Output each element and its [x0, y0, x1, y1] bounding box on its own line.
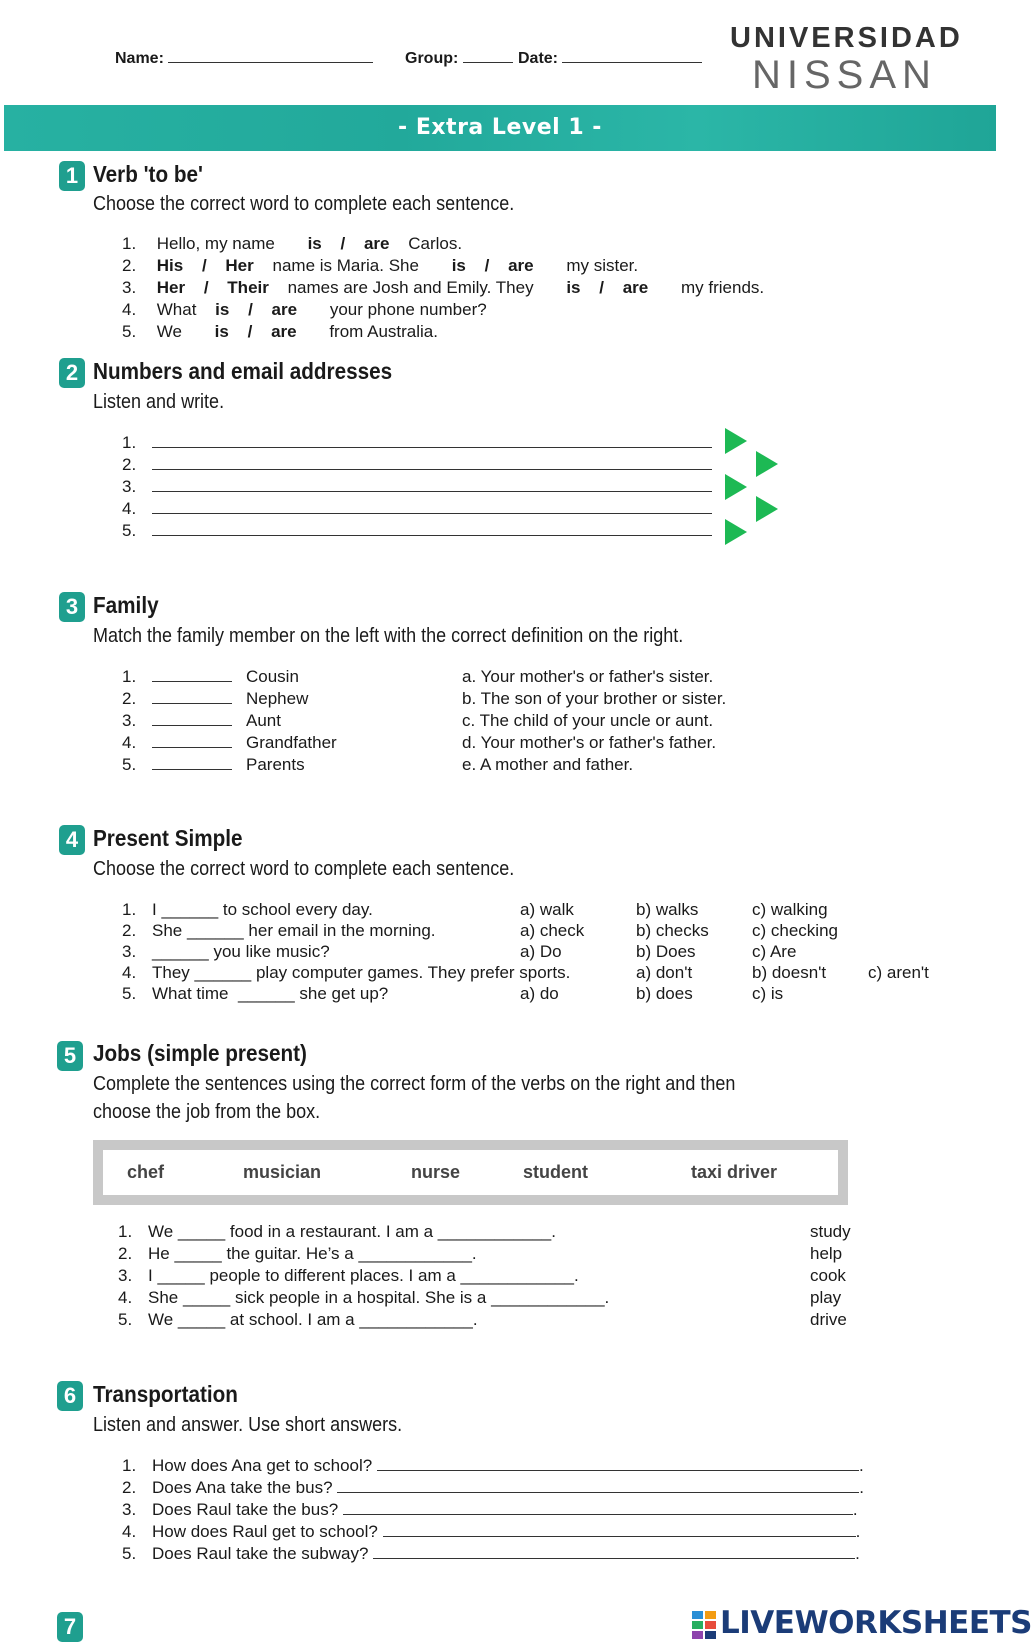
option-their[interactable]: Their: [227, 278, 269, 297]
option-b[interactable]: b) Does: [636, 942, 696, 961]
group-field: [405, 50, 513, 68]
s6-item-4: 4. How does Raul get to school? .: [122, 1522, 861, 1541]
s3-left-3: 3. Aunt: [122, 711, 281, 730]
s4-item-2: 2. She ______ her email in the morning.: [122, 921, 436, 940]
section-3-title: Family: [93, 592, 159, 618]
s5-item-1: 1. We _____ food in a restaurant. I am a ____________.: [118, 1222, 556, 1241]
name-field: [115, 50, 373, 68]
job-word: musician: [243, 1162, 322, 1182]
liveworksheets-mark-icon: [692, 1611, 718, 1639]
liveworksheets-logo: [692, 1605, 1032, 1642]
group-label: Group:: [405, 50, 459, 67]
answer-line[interactable]: [152, 513, 712, 514]
s6-item-2: 2. Does Ana take the bus? .: [122, 1478, 864, 1497]
section-5-instruction-line-1: Complete the sentences using the correct form of the verbs on the right and then: [93, 1073, 736, 1095]
s1-item-2: 2. His / Her name is Maria. She is / are my sister.: [122, 256, 639, 275]
option-are[interactable]: are: [271, 322, 297, 341]
s3-definition-b: b. The son of your brother or sister.: [462, 689, 727, 708]
s3-left-4: 4. Grandfather: [122, 733, 337, 752]
job-word: nurse: [411, 1162, 461, 1182]
verb-play: play: [810, 1288, 842, 1307]
s3-definition-e: e. A mother and father.: [462, 755, 634, 774]
group-blank[interactable]: [463, 62, 513, 63]
answer-line[interactable]: [373, 1558, 855, 1559]
s6-item-3: 3. Does Raul take the bus? .: [122, 1500, 858, 1519]
s4-item-5: 5. What time ______ she get up?: [122, 984, 389, 1003]
answer-line[interactable]: [152, 447, 712, 448]
option-b[interactable]: b) walks: [636, 900, 699, 919]
s3-left-1: 1. Cousin: [122, 667, 299, 686]
s1-item-4: 4. What is / are your phone number?: [122, 300, 487, 319]
date-blank[interactable]: [562, 62, 702, 63]
verb-cook: cook: [810, 1266, 846, 1285]
s5-item-4: 4. She _____ sick people in a hospital. She is a ____________.: [118, 1288, 610, 1307]
name-blank[interactable]: [168, 62, 373, 63]
match-blank[interactable]: [152, 725, 232, 726]
option-is[interactable]: is: [215, 300, 230, 319]
play-audio-icon[interactable]: [756, 451, 778, 477]
level-banner: [4, 105, 996, 151]
option-c[interactable]: c) is: [752, 984, 784, 1003]
date-field: [518, 50, 702, 68]
s2-item-4: 4.: [122, 499, 712, 519]
section-7-number: 7: [57, 1612, 83, 1642]
s2-item-1: 1.: [122, 433, 712, 453]
s5-item-5: 5. We _____ at school. I am a ____________.: [118, 1310, 478, 1329]
s6-item-5: 5. Does Raul take the subway? .: [122, 1544, 860, 1563]
s6-item-1: 1. How does Ana get to school? .: [122, 1456, 864, 1475]
option-b[interactable]: b) checks: [636, 921, 709, 940]
section-5-title: Jobs (simple present): [93, 1040, 307, 1066]
section-2-number: 2: [59, 358, 85, 388]
s2-item-3: 3.: [122, 477, 712, 497]
section-4-instruction: Choose the correct word to complete each sentence.: [93, 858, 515, 880]
option-are[interactable]: are: [508, 256, 534, 275]
play-audio-icon[interactable]: [756, 496, 778, 522]
logo-top-text: UNIVERSIDAD: [730, 22, 963, 54]
option-a[interactable]: a) Do: [520, 942, 562, 961]
option-c[interactable]: c) checking: [752, 921, 838, 940]
name-label: Name:: [115, 50, 164, 67]
section-3-number: 3: [59, 592, 85, 622]
section-4-title: Present Simple: [93, 825, 243, 851]
section-6-title: Transportation: [93, 1381, 238, 1407]
option-is[interactable]: is: [307, 234, 322, 253]
banner-text: - Extra Level 1 -: [398, 115, 602, 140]
option-c[interactable]: c) Are: [752, 942, 797, 961]
match-blank[interactable]: [152, 747, 232, 748]
s4-item-3: 3. ______ you like music?: [122, 942, 330, 961]
section-5-number: 5: [57, 1041, 83, 1071]
section-2-title: Numbers and email addresses: [93, 358, 393, 384]
s3-definition-d: d. Your mother's or father's father.: [462, 733, 717, 752]
play-audio-icon[interactable]: [725, 428, 747, 454]
answer-line[interactable]: [383, 1536, 856, 1537]
play-audio-icon[interactable]: [725, 519, 747, 545]
section-5-instruction-line-2: choose the job from the box.: [93, 1101, 321, 1123]
answer-line[interactable]: [343, 1514, 853, 1515]
option-c[interactable]: c) walking: [752, 900, 828, 919]
section-3-instruction: Match the family member on the left with the correct definition on the right.: [93, 625, 684, 647]
s3-definition-c: c. The child of your uncle or aunt.: [462, 711, 714, 730]
job-word-box-inner: [103, 1150, 838, 1195]
option-b[interactable]: b) doesn't: [752, 963, 827, 982]
s5-item-2: 2. He _____ the guitar. He’s a ____________.: [118, 1244, 477, 1263]
logo: [730, 22, 970, 95]
option-a[interactable]: a) do: [520, 984, 559, 1003]
s2-item-2: 2.: [122, 455, 712, 475]
option-her[interactable]: Her: [225, 256, 254, 275]
section-6-instruction: Listen and answer. Use short answers.: [93, 1414, 403, 1436]
liveworksheets-text: LIVEWORKSHEETS: [720, 1605, 1032, 1641]
option-a[interactable]: a) check: [520, 921, 585, 940]
answer-line[interactable]: [377, 1470, 859, 1471]
section-4-number: 4: [59, 825, 85, 855]
logo-bottom-text: NISSAN: [752, 53, 937, 97]
verb-help: help: [810, 1244, 843, 1263]
option-is[interactable]: is: [214, 322, 229, 341]
date-label: Date:: [518, 50, 559, 67]
job-word: taxi driver: [691, 1162, 778, 1182]
option-a[interactable]: a) don't: [636, 963, 693, 982]
s3-definition-a: a. Your mother's or father's sister.: [462, 667, 714, 686]
match-blank[interactable]: [152, 681, 232, 682]
play-audio-icon[interactable]: [725, 474, 747, 500]
s4-item-4: 4. They ______ play computer games. They prefer sports.: [122, 963, 571, 982]
s1-item-1: 1. Hello, my name is / are Carlos.: [122, 234, 463, 253]
option-his[interactable]: His: [156, 256, 184, 275]
option-is[interactable]: is: [566, 278, 581, 297]
job-word: chef: [127, 1162, 165, 1182]
option-are[interactable]: are: [622, 278, 649, 297]
s4-item-1: 1. I ______ to school every day.: [122, 900, 373, 919]
job-word-box: [93, 1140, 848, 1205]
s1-item-3: 3. Her / Their names are Josh and Emily. They is / are my friends.: [122, 278, 765, 297]
s3-left-5: 5. Parents: [122, 755, 305, 774]
option-b[interactable]: b) does: [636, 984, 693, 1003]
option-are[interactable]: are: [271, 300, 298, 319]
answer-line[interactable]: [152, 535, 712, 536]
verb-drive: drive: [810, 1310, 847, 1329]
option-c[interactable]: c) aren't: [868, 963, 929, 982]
option-is[interactable]: is: [451, 256, 466, 275]
answer-line[interactable]: [337, 1492, 859, 1493]
section-1-title: Verb 'to be': [93, 161, 203, 187]
option-her[interactable]: Her: [156, 278, 186, 297]
section-6-number: 6: [57, 1381, 83, 1411]
s3-left-2: 2. Nephew: [122, 689, 309, 708]
section-1-number: 1: [59, 161, 85, 191]
s5-item-3: 3. I _____ people to different places. I am a ____________.: [118, 1266, 579, 1285]
option-are[interactable]: are: [363, 234, 390, 253]
verb-study: study: [810, 1222, 851, 1241]
answer-line[interactable]: [152, 491, 712, 492]
option-a[interactable]: a) walk: [520, 900, 574, 919]
job-word: student: [523, 1162, 588, 1182]
s1-item-5: 5. We is / are from Australia.: [122, 322, 438, 341]
section-1-instruction: Choose the correct word to complete each sentence.: [93, 193, 515, 215]
match-blank[interactable]: [152, 703, 232, 704]
s2-item-5: 5.: [122, 521, 712, 541]
match-blank[interactable]: [152, 769, 232, 770]
section-2-instruction: Listen and write.: [93, 391, 225, 413]
answer-line[interactable]: [152, 469, 712, 470]
